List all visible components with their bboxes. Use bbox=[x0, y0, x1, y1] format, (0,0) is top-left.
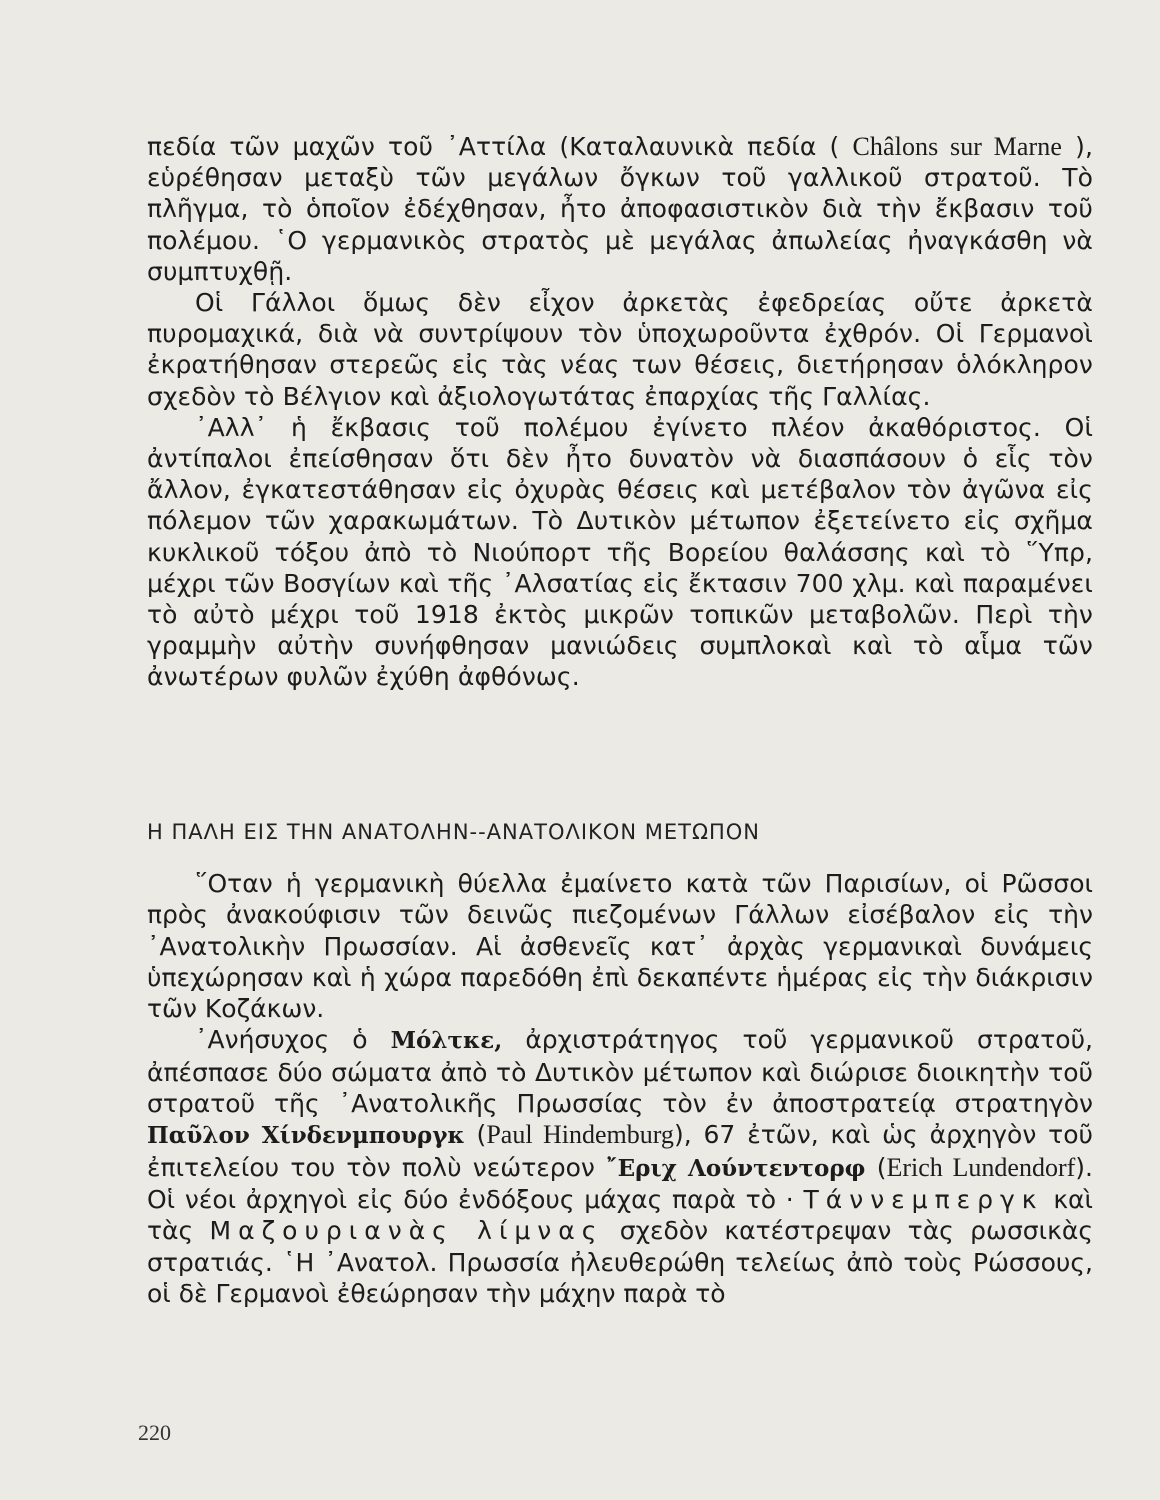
paragraph-5-part-c: ( bbox=[476, 1120, 487, 1150]
moltke-name: Μόλτκε, bbox=[390, 1027, 503, 1055]
paragraph-5-part-f: ). Οἱ νέοι ἀρχηγοὶ εἰς δύο ἐνδόξους μάχας παρὰ τὸ · bbox=[147, 1152, 1093, 1214]
paragraph-5-part-h: σχεδὸν κατέστρεψαν τὰς ρωσσικὰς στρατιάς. ῾Η ᾿Ανατολ. Πρωσσία ἠλευθερώθη τελείως ἀπὸ τοὺς Ρώσσους, οἱ δὲ Γερμανοὶ ἐθεώρησαν τὴν μάχην παρὰ τὸ bbox=[147, 1216, 1093, 1308]
paragraph-1-part-a: πεδία τῶν μαχῶν τοῦ ᾿Αττίλα (Καταλαυνικὰ πεδία ( bbox=[147, 132, 840, 161]
ludendorff-name: ῎Εριχ Λούντεντορφ bbox=[606, 1154, 866, 1182]
hindenburg-latin-name: Paul Hindemburg bbox=[486, 1120, 674, 1150]
paragraph-5-part-d: ), 67 ἐτῶν, καὶ ὡς ἀρχηγὸν τοῦ ἐπιτελείου του τὸν πολὺ νεώτερον bbox=[147, 1120, 1093, 1182]
western-front-section bbox=[147, 131, 1093, 693]
paragraph-1 bbox=[147, 131, 1093, 287]
paragraph-5-part-g: καὶ τὰς bbox=[147, 1184, 1093, 1246]
masurian-lakes-name: Μαζουριανὰς λίμνας bbox=[209, 1216, 604, 1246]
ludendorff-latin-name: Erich Lundendorf bbox=[886, 1152, 1076, 1182]
page-number: 220 bbox=[138, 1420, 171, 1445]
tannenberg-name: Τάννεμπεργκ bbox=[803, 1184, 1044, 1214]
paragraph-5-part-b: ἀρχιστράτηγος τοῦ γερμανικοῦ στρατοῦ, ἀπέσπασε δύο σώματα ἀπὸ τὸ Δυτικὸν μέτωπον καὶ διώρισε διοικητὴν τοῦ στρατοῦ τῆς ᾿Ανατολικῆς Πρωσσίας τὸν ἐν ἀποστρατείᾳ στρατηγὸν bbox=[147, 1025, 1093, 1119]
section-heading: Η ΠΑΛΗ ΕΙΣ ΤΗΝ ΑΝΑΤΟΛΗΝ--ΑΝΑΤΟΛΙΚΟΝ ΜΕΤΩΠΟΝ bbox=[147, 820, 761, 844]
paragraph-1-part-b: ), εὑρέθησαν μεταξὺ τῶν μεγάλων ὄγκων τοῦ γαλλικοῦ στρατοῦ. Τὸ πλῆγμα, τὸ ὁποῖον ἐδέχθησαν, ἦτο ἀποφασιστικὸν διὰ τὴν ἔκβασιν τοῦ πολέμου. ῾Ο γερμανικὸς στρατὸς μὲ μεγάλας ἀπωλείας ἠναγκάσθη νὰ συμπτυχθῇ. bbox=[147, 132, 1094, 286]
chalons-latin-name: Châlons sur Marne bbox=[852, 132, 1063, 161]
hindenburg-name: Παῦλον Χίνδενμπουργκ bbox=[147, 1122, 465, 1150]
paragraph-5 bbox=[147, 1024, 1093, 1309]
paragraph-4: ῞Οταν ἡ γερμανικὴ θύελλα ἐμαίνετο κατὰ τῶν Παρισίων, οἱ Ρῶσσοι πρὸς ἀνακούφισιν τῶν δεινῶς πιεζομένων Γάλλων εἰσέβαλον εἰς τὴν ᾿Ανατολικὴν Πρωσσίαν. Αἱ ἀσθενεῖς κατ᾿ ἀρχὰς γερμανικαὶ δυνάμεις ὑπεχώρησαν καὶ ἡ χώρα παρεδόθη ἐπὶ δεκαπέντε ἡμέρας εἰς τὴν διάκρισιν τῶν Κοζάκων. bbox=[147, 869, 1093, 1024]
paragraph-5-part-a: ᾿Ανήσυχος ὁ bbox=[195, 1025, 368, 1055]
paragraph-2: Οἱ Γάλλοι ὅμως δὲν εἶχον ἀρκετὰς ἐφεδρείας οὔτε ἀρκετὰ πυρομαχικά, διὰ νὰ συντρίψουν τὸν ὑποχωροῦντα ἐχθρόν. Οἱ Γερμανοὶ ἐκρατήθησαν στερεῶς εἰς τὰς νέας των θέσεις, διετήρησαν ὁλόκληρον σχεδὸν τὸ Βέλγιον καὶ ἀξιολογωτάτας ἐπαρχίας τῆς Γαλλίας. bbox=[147, 288, 1093, 411]
eastern-front-section bbox=[147, 868, 1093, 1309]
paragraph-3: ᾿Αλλ᾿ ἡ ἔκβασις τοῦ πολέμου ἐγίνετο πλέον ἀκαθόριστος. Οἱ ἀντίπαλοι ἐπείσθησαν ὅτι δὲν ἦτο δυνατὸν νὰ διασπάσουν ὁ εἷς τὸν ἄλλον, ἐγκατεστάθησαν εἰς ὀχυρὰς θέσεις καὶ μετέβαλον τὸν ἀγῶνα εἰς πόλεμον τῶν χαρακωμάτων. Τὸ Δυτικὸν μέτωπον ἐξετείνετο εἰς σχῆμα κυκλικοῦ τόξου ἀπὸ τὸ Νιούπορτ τῆς Βορείου θαλάσσης καὶ τὸ ῞Υπρ, μέχρι τῶν Βοσγίων καὶ τῆς ᾿Αλσατίας εἰς ἔκτασιν 700 χλμ. καὶ παραμένει τὸ αὐτὸ μέχρι τοῦ 1918 ἐκτὸς μικρῶν τοπικῶν μεταβολῶν. Περὶ τὴν γραμμὴν αὐτὴν συνήφθησαν μανιώδεις συμπλοκαὶ καὶ τὸ αἷμα τῶν ἀνωτέρων φυλῶν ἐχύθη ἀφθόνως. bbox=[147, 412, 1093, 692]
paragraph-5-part-e: ( bbox=[876, 1152, 887, 1182]
